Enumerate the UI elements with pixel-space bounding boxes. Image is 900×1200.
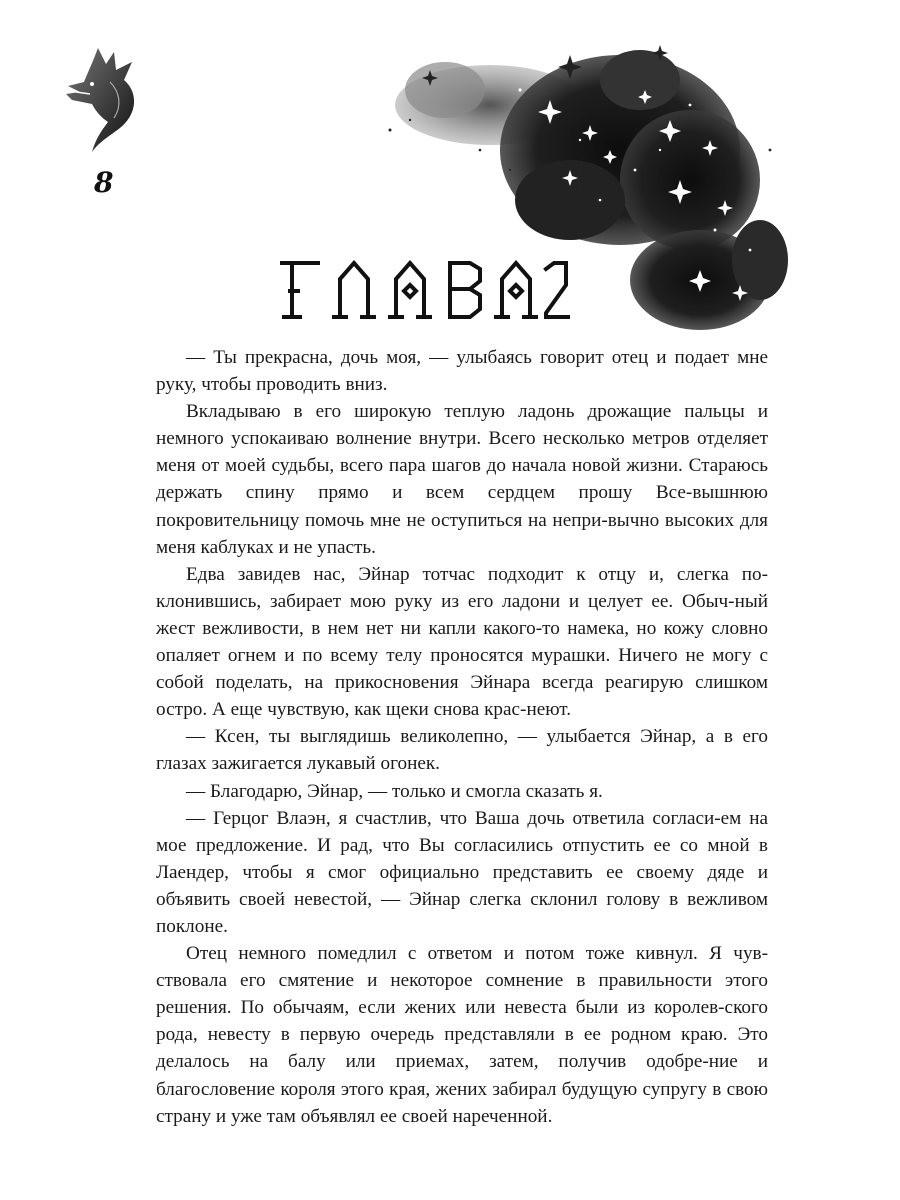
paragraph: — Ксен, ты выглядишь великолепно, — улыбается Эйнар, а в его глазах зажигается лукавый огонек. [156, 726, 768, 775]
paragraph: — Ты прекрасна, дочь моя, — улыбаясь говорит отец и подает мне руку, чтобы проводить вниз. [156, 347, 768, 396]
paragraph: — Благодарю, Эйнар, — только и смогла сказать я. [186, 780, 603, 802]
paragraph: Едва завидев нас, Эйнар тотчас подходит к отцу и, слегка по-клонившись, забирает мою руку из его ладони и целует ее. Обыч-ный жест вежливости, в нем нет ни капли какого-то намека, но кожу словно опаляет огнем и по всему телу проносятся мурашки. Ничего не могу с собой поделать, на прикосновения Эйнара всегда реагирую слишком остро. А еще чувствую, как щеки снова крас-неют. [156, 563, 768, 721]
chapter-title-lettering [270, 255, 570, 325]
dragon-head-icon [62, 42, 144, 164]
paragraph: — Герцог Влаэн, я счастлив, что Ваша дочь ответила согласи-ем на мое предложение. И рад, что Вы согласились отпустить ее со мной в Лаендер, чтобы я смог официально представить ее своему дяде и объявить своей невестой, — Эйнар слегка склонил голову в вежливом поклоне. [156, 807, 768, 937]
paragraph: Вкладываю в его широкую теплую ладонь дрожащие пальцы и немного успокаиваю волнение внутри. Всего несколько метров отделяет меня от моей судьбы, всего пара шагов до начала новой жизни. Стараюсь держать спину прямо и всем сердцем прошу Все-вышнюю покровительницу помочь мне не оступиться на непри-вычно высоких для меня каблуках и не упасть. [156, 401, 768, 558]
page-number: 8 [94, 166, 114, 199]
paragraph: Отец немного помедлил с ответом и потом тоже кивнул. Я чув-ствовала его смятение и некоторое сомнение в правильности этого решения. По обычаям, если жених или невеста были из королев-ского рода, невесту в первую очередь представляли в ее родном краю. Это делалось на балу или приемах, затем, получив одобре-ние и благословение короля этого края, жених забирал будущую супругу в свою страну и уже там объявлял ее своей нареченной. [156, 943, 768, 1127]
chapter-title [270, 255, 570, 325]
body-text [156, 344, 768, 1130]
